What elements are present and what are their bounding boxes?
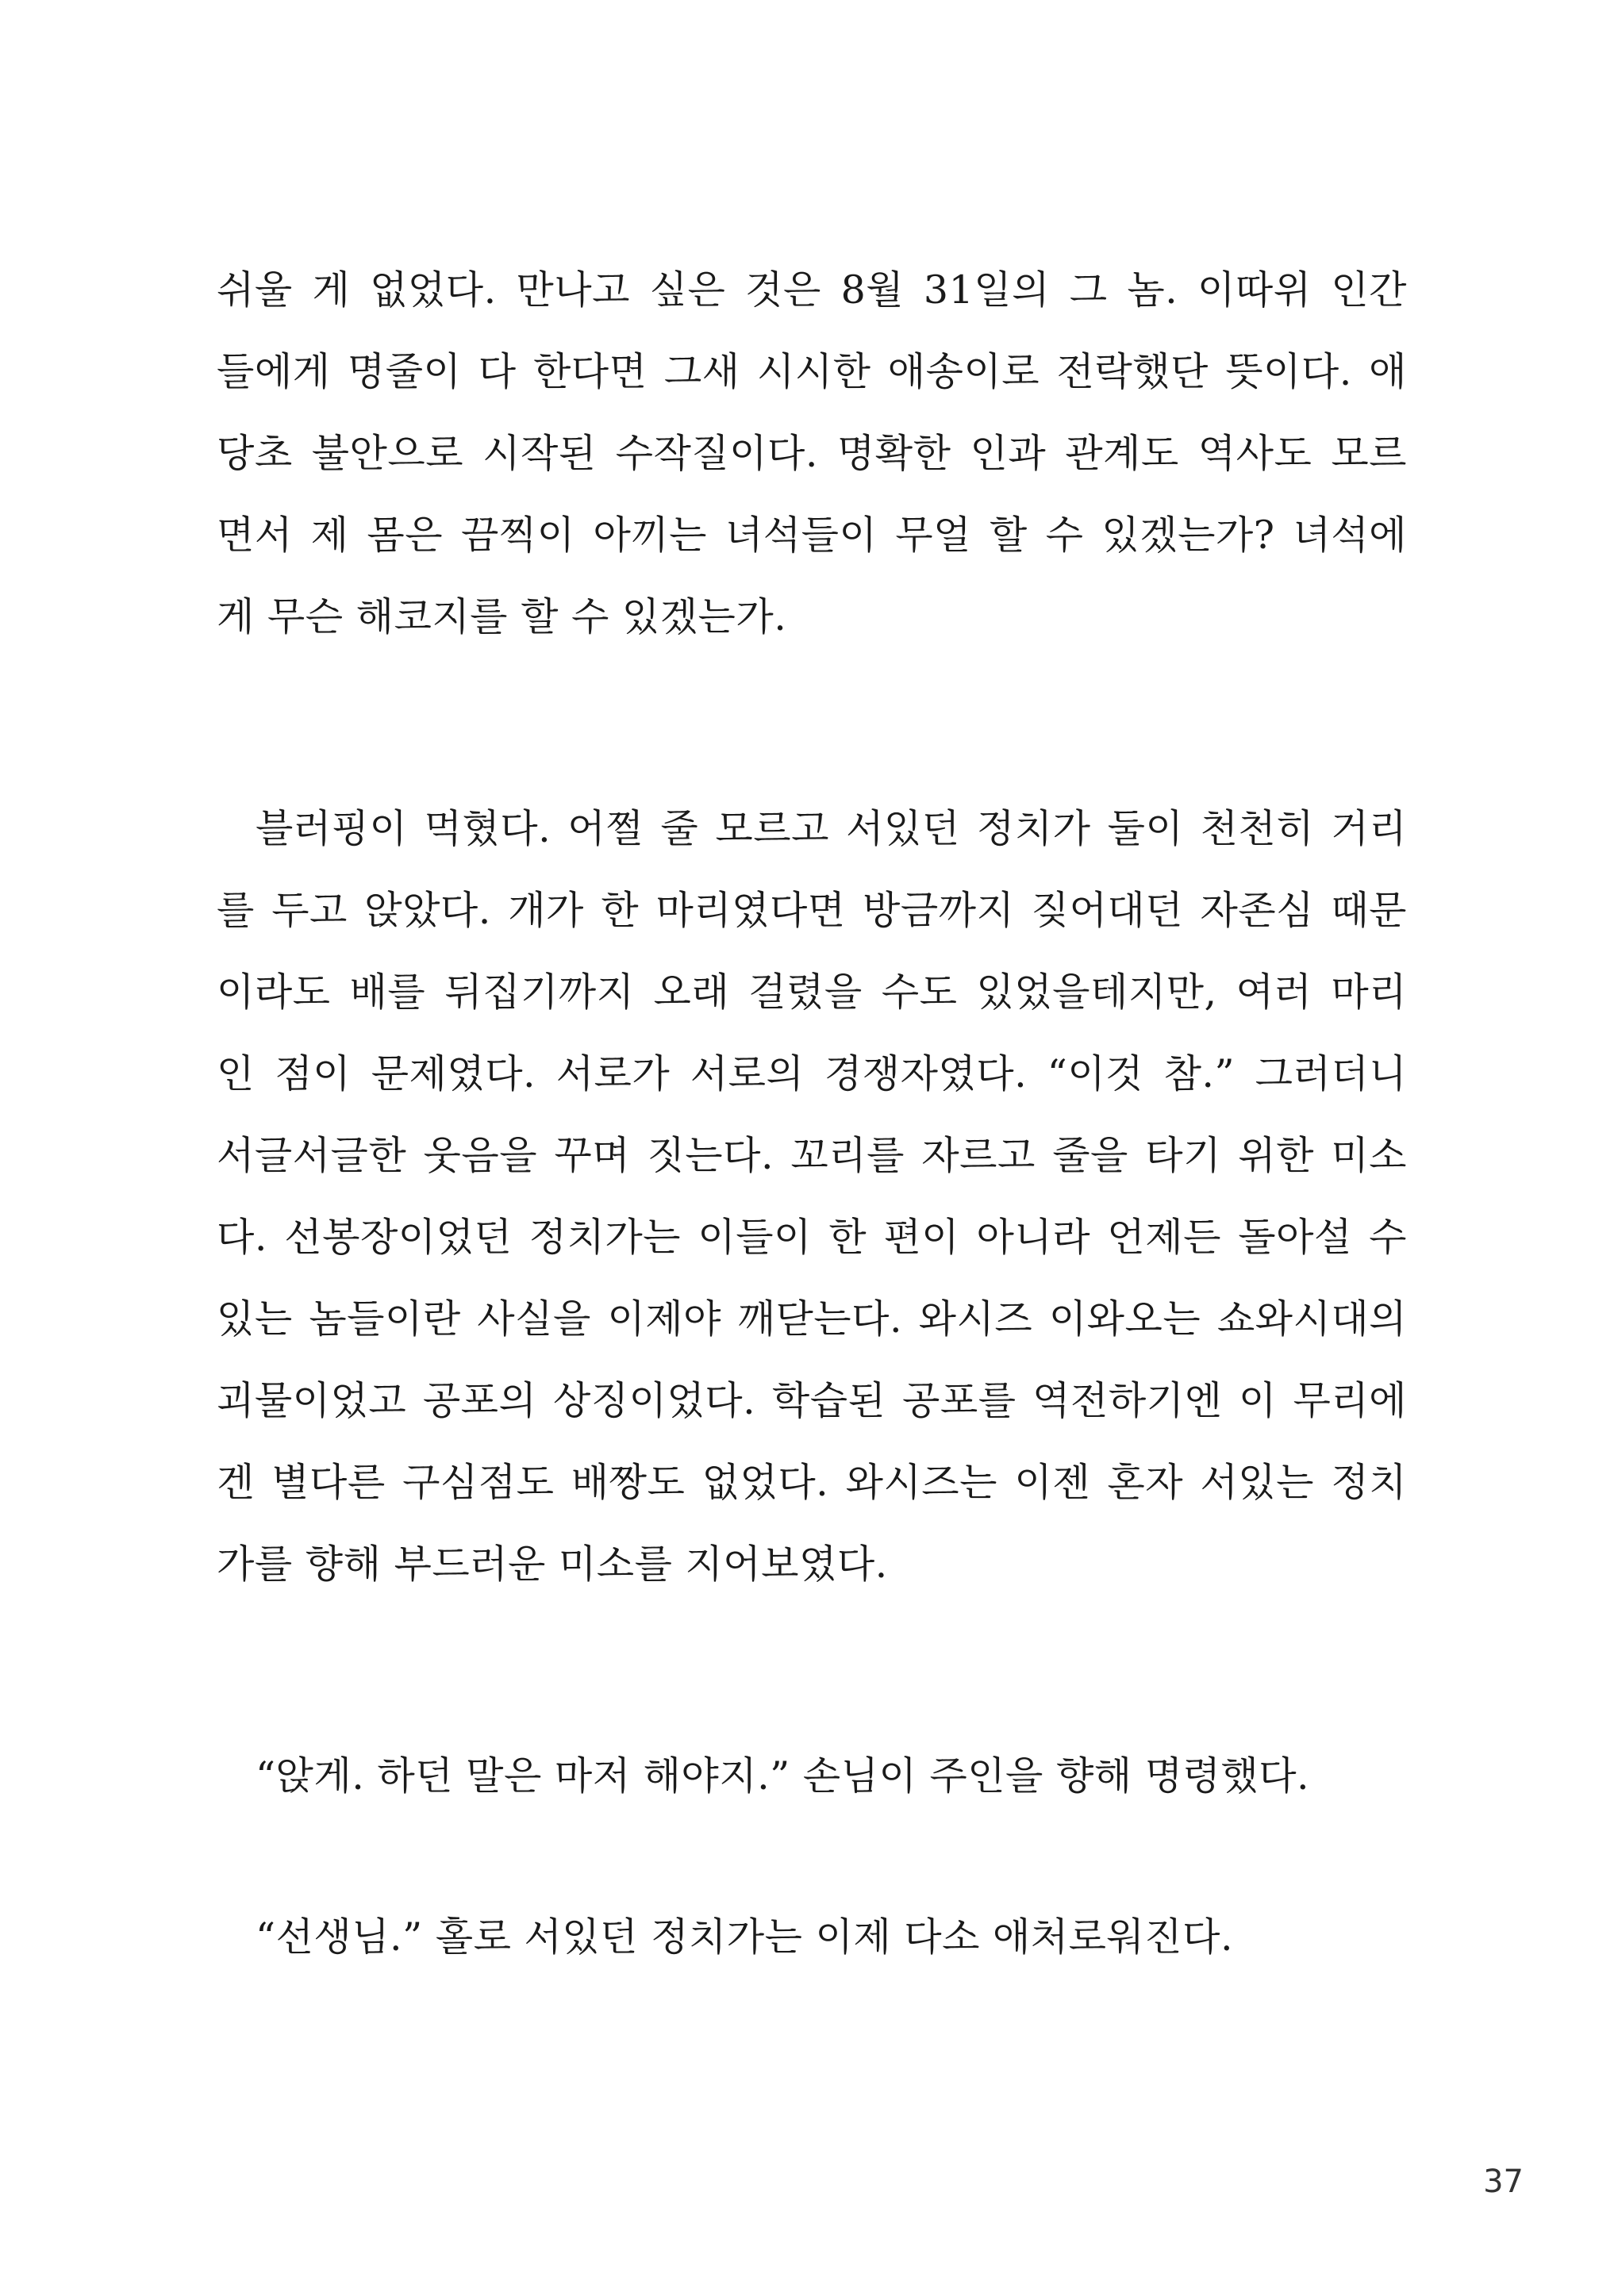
- paragraph-1-line-last: 게 무슨 해코지를 할 수 있겠는가.: [217, 594, 787, 639]
- paragraph-2-line-last: 가를 향해 부드러운 미소를 지어보였다.: [217, 1542, 888, 1587]
- paragraph-1-line: 들에게 명줄이 다 한다면 그새 시시한 애송이로 전락했단 뜻이다. 애: [217, 349, 1407, 394]
- dialogue-line-1: “앉게. 하던 말은 마저 해야지.” 손님이 주인을 향해 명령했다.: [256, 1753, 1310, 1799]
- page-number: 37: [1483, 2164, 1524, 2200]
- paragraph-1-line: 당초 불안으로 시작된 수작질이다. 명확한 인과 관계도 역사도 모르: [217, 431, 1407, 476]
- paragraph-1-line: 쉬울 게 없었다. 만나고 싶은 것은 8월 31일의 그 놈. 이따위 인간: [217, 267, 1407, 313]
- paragraph-2-line: 괴물이었고 공포의 상징이었다. 학습된 공포를 역전하기엔 이 무리에: [217, 1378, 1407, 1423]
- paragraph-1-line: 면서 제 몸은 끔찍이 아끼는 녀석들이 무얼 할 수 있겠는가? 녀석에: [217, 513, 1407, 558]
- paragraph-2-line: 있는 놈들이란 사실을 이제야 깨닫는다. 와시즈 이와오는 쇼와시대의: [217, 1296, 1407, 1342]
- paragraph-2-line: 를 두고 앉았다. 개가 한 마리였다면 방금까지 짖어대던 자존심 때문: [217, 888, 1407, 933]
- dialogue-line-2: “선생님.” 홀로 서있던 정치가는 이제 다소 애처로워진다.: [256, 1914, 1234, 1960]
- paragraph-2-line: 서글서글한 웃음을 꾸며 짓는다. 꼬리를 자르고 줄을 타기 위한 미소: [217, 1133, 1407, 1178]
- paragraph-2-line: 다. 선봉장이었던 정치가는 이들이 한 편이 아니라 언제든 돌아설 수: [217, 1215, 1407, 1260]
- paragraph-2-line: 블러핑이 먹혔다. 어쩔 줄 모르고 서있던 정치가 둘이 천천히 거리: [256, 806, 1407, 851]
- paragraph-2-line: 인 점이 문제였다. 서로가 서로의 경쟁자였다. “이것 참.” 그러더니: [217, 1051, 1407, 1096]
- paragraph-2-line: 이라도 배를 뒤집기까지 오래 걸렸을 수도 있었을테지만, 여러 마리: [217, 969, 1407, 1015]
- paragraph-2-line: 겐 별다른 구심점도 배짱도 없었다. 와시즈는 이젠 혼자 서있는 정치: [217, 1460, 1407, 1505]
